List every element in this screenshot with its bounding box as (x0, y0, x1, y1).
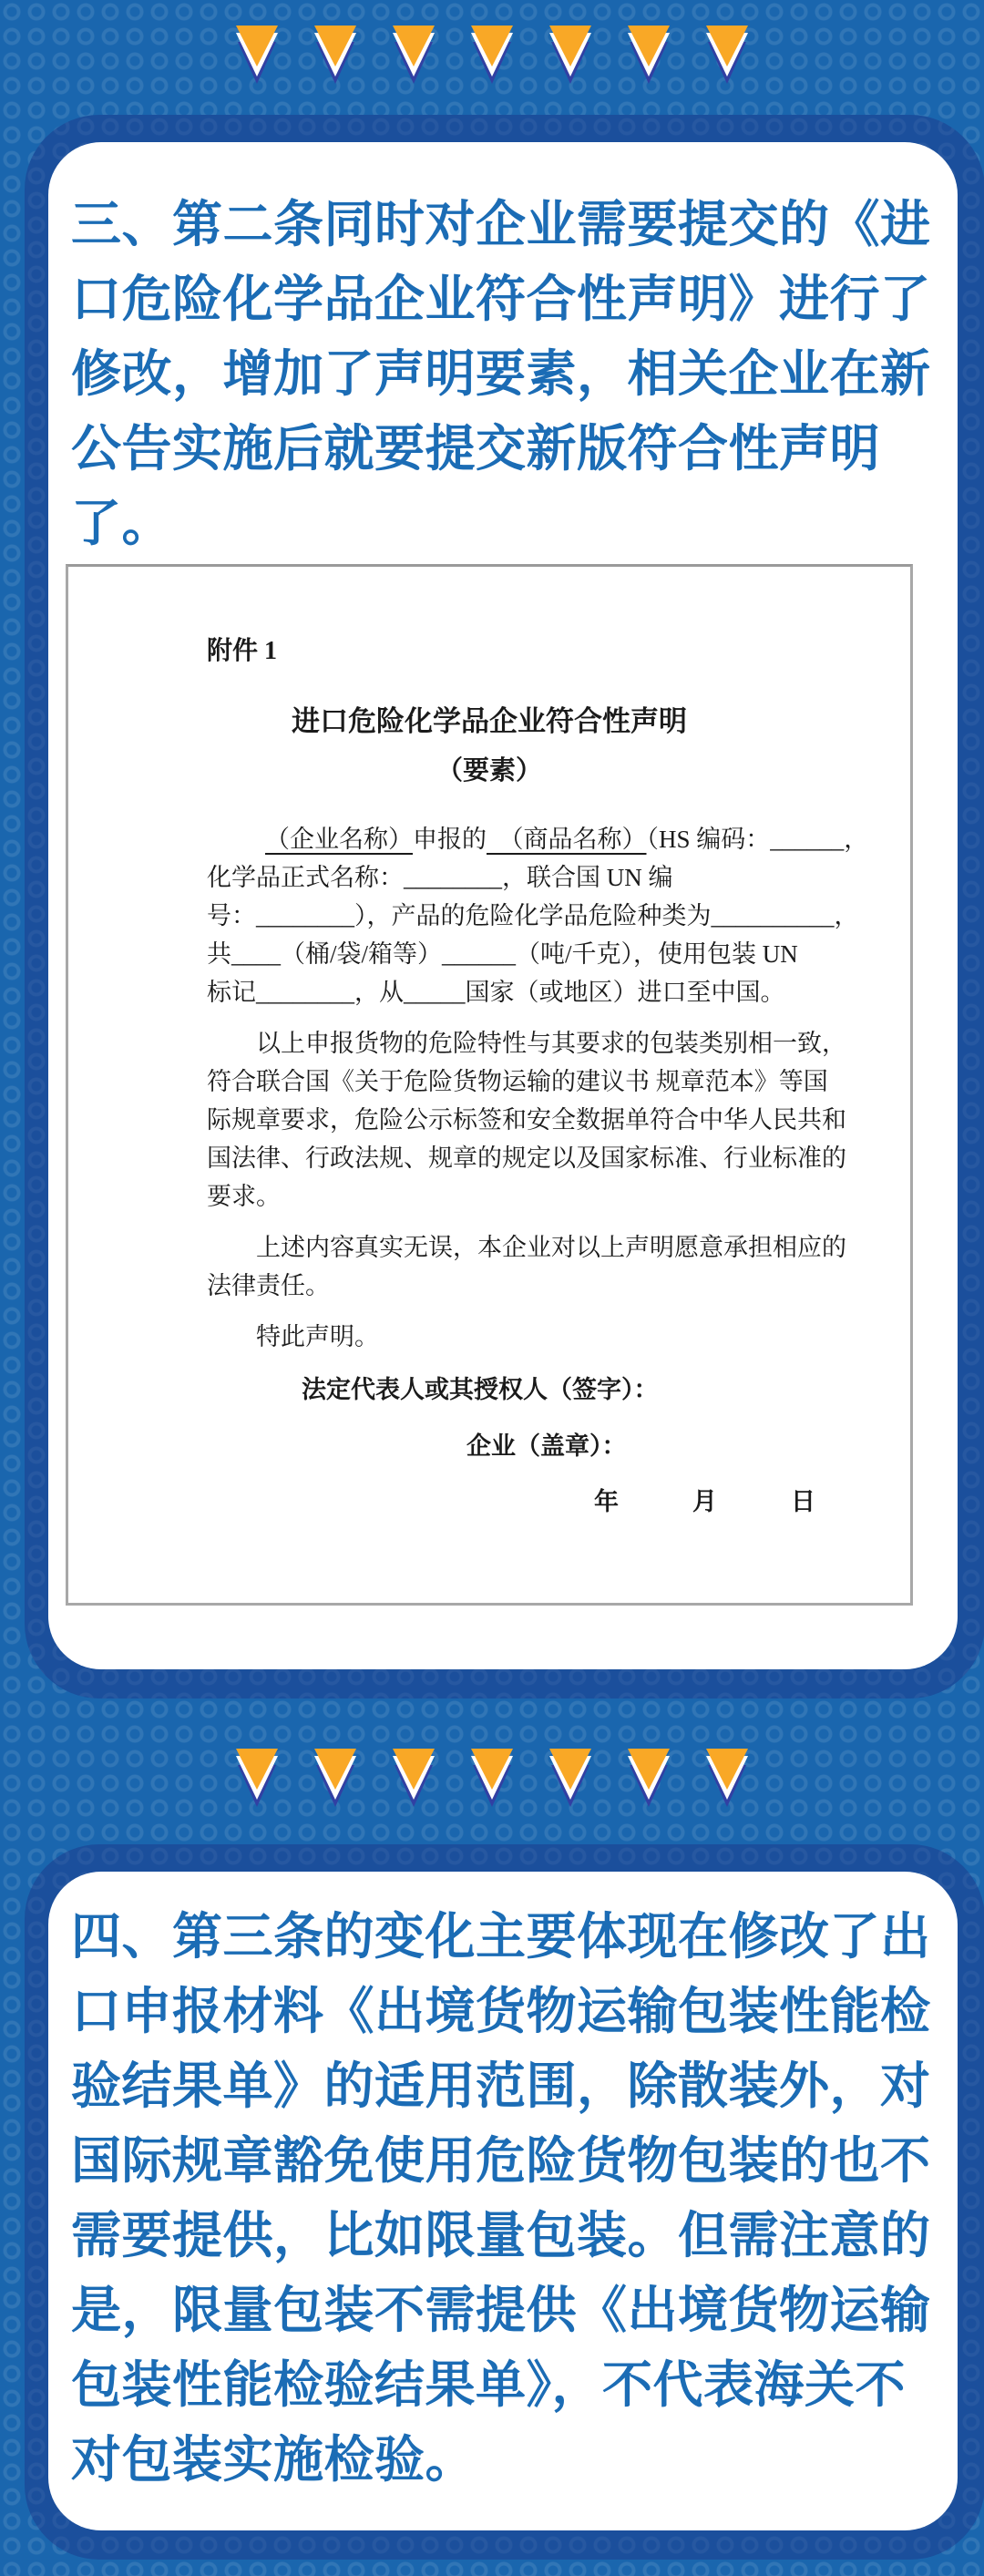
down-arrow-icon (470, 26, 514, 86)
down-arrow-icon (470, 1749, 514, 1809)
doc-line: 上述内容真实无误，本企业对以上声明愿意承担相应的 (256, 1234, 846, 1261)
doc-line: 化学品正式名称：________，联合国 UN 编 (207, 864, 673, 891)
doc-line: 共____（桶/袋/箱等）______（吨/千克），使用包装 UN (207, 940, 798, 968)
text-line: 四、第三条的变化主要体现在修改了出 (71, 1908, 931, 1965)
text-line: 对包装实施检验。 (71, 2431, 477, 2488)
down-arrow-icon (313, 26, 357, 86)
text-line: 了。 (71, 495, 173, 551)
text-line: 包装性能检验结果单》，不代表海关不 (71, 2356, 907, 2413)
down-arrow-icon (392, 26, 436, 86)
doc-text: 申报的 (413, 826, 487, 853)
doc-line (207, 820, 869, 858)
section-four-card (48, 1872, 958, 2530)
attachment-body (207, 820, 869, 1521)
text-line: 公告实施后就要提交新版符合性声明 (71, 420, 881, 477)
company-name-blank: （企业名称） (265, 826, 413, 853)
arrow-row-middle (0, 1749, 984, 1809)
product-name-blank: （商品名称） (487, 826, 647, 853)
text-line: 国际规章豁免使用危险货物包装的也不 (71, 2132, 931, 2189)
text-line: 口危险化学品企业符合性声明》进行了 (71, 271, 931, 327)
seal-line: 企业（盖章）： (466, 1432, 627, 1460)
attachment-document (66, 564, 913, 1606)
down-arrow-icon (627, 1749, 671, 1809)
doc-line: 标记________，从_____国家（或地区）进口至中国。 (207, 979, 785, 1006)
doc-line: 符合联合国《关于危险货物运输的建议书 规章范本》等国 (207, 1068, 828, 1095)
doc-line: 法律责任。 (207, 1272, 330, 1299)
text-line: 是，限量包装不需提供《出境货物运输 (71, 2282, 931, 2338)
doc-line: 号：________），产品的危险化学品危险种类为__________， (207, 902, 859, 929)
down-arrow-icon (627, 26, 671, 86)
attachment-title: 进口危险化学品企业符合性声明 (292, 705, 687, 737)
doc-line: 特此声明。 (256, 1323, 379, 1350)
text-line: 口申报材料《出境货物运输包装性能检 (71, 1983, 931, 2039)
text-line: 修改，增加了声明要素，相关企业在新 (71, 345, 931, 402)
down-arrow-icon (313, 1749, 357, 1809)
down-arrow-icon (705, 26, 749, 86)
doc-line: 要求。 (207, 1183, 281, 1210)
attachment-label: 附件 1 (207, 637, 278, 665)
doc-line: 际规章要求，危险公示标签和安全数据单符合中华人民共和 (207, 1106, 846, 1134)
text-line: 验结果单》的适用范围，除散装外，对 (71, 2058, 931, 2114)
down-arrow-icon (235, 26, 279, 86)
down-arrow-icon (705, 1749, 749, 1809)
down-arrow-icon (548, 1749, 592, 1809)
doc-line: 国法律、行政法规、规章的规定以及国家标准、行业标准的 (207, 1144, 846, 1172)
text-line: 三、第二条同时对企业需要提交的《进 (71, 196, 931, 252)
down-arrow-icon (235, 1749, 279, 1809)
signature-line: 法定代表人或其授权人（签字）： (302, 1376, 659, 1403)
doc-line: 以上申报货物的危险特性与其要求的包装类别相一致， (256, 1030, 846, 1057)
attachment-subtitle: （要素） (436, 756, 542, 785)
section-four-text (71, 1899, 936, 2497)
doc-text: （HS 编码：______， (646, 826, 869, 853)
down-arrow-icon (392, 1749, 436, 1809)
arrow-row-top (0, 0, 984, 86)
section-three-card (48, 142, 958, 1669)
section-three-text (71, 187, 936, 560)
text-line: 需要提供，比如限量包装。但需注意的 (71, 2207, 931, 2263)
date-line: 年 月 日 (594, 1488, 815, 1515)
down-arrow-icon (548, 26, 592, 86)
